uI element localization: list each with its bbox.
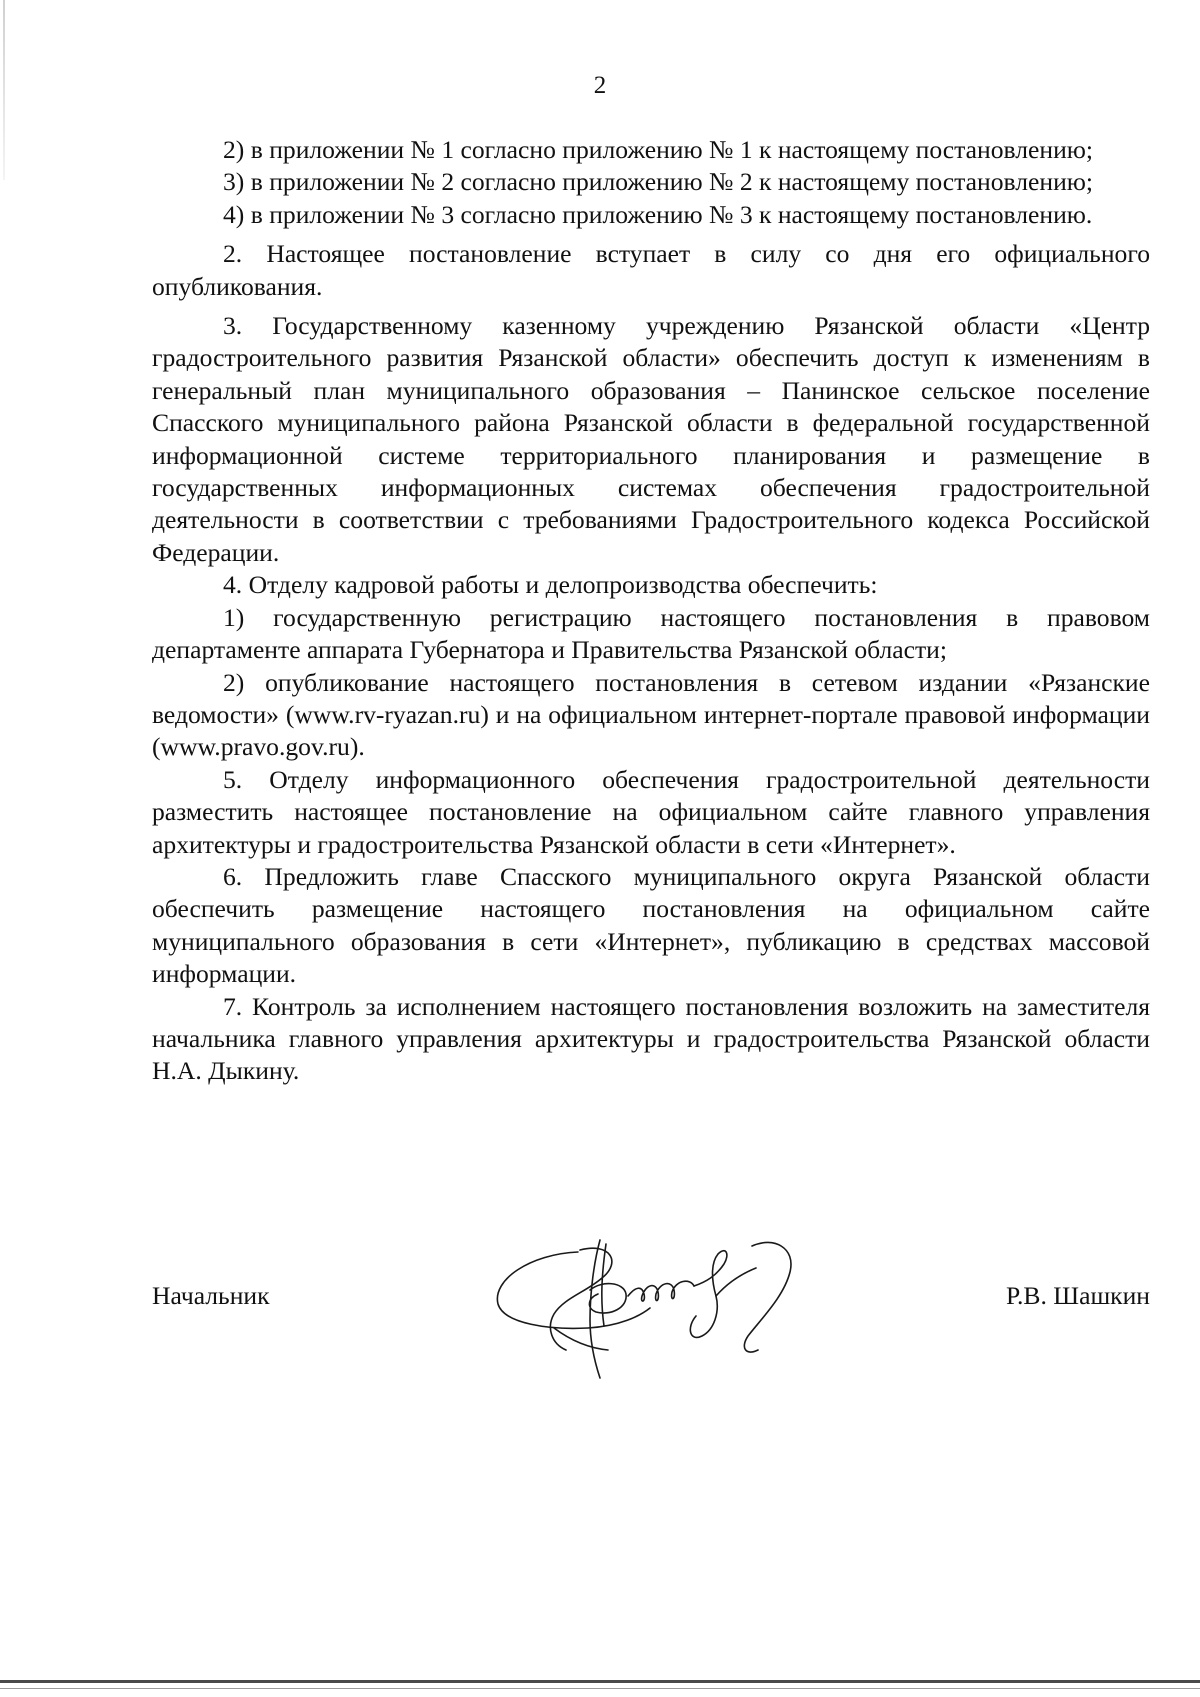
scan-bottom-edge xyxy=(0,1680,1200,1683)
signature-block xyxy=(152,1280,1150,1320)
paragraph-item-2: 2. Настоящее постановление вступает в силу со дня его официального опубликования. xyxy=(152,239,1150,301)
paragraph-item-5: 5. Отделу информационного обеспечения градостроительной деятельности разместить настоящее постановление на официальном сайте главного управления архитектуры и градостроительства Рязанской области в сети «Интернет». xyxy=(152,764,1150,859)
scan-bottom-edge-secondary xyxy=(0,1688,1200,1689)
paragraph-item-4: 4. Отделу кадровой работы и делопроизводства обеспечить: xyxy=(223,570,878,600)
signatory-title: Начальник xyxy=(152,1281,270,1310)
paragraph-item-3: 3. Государственному казенному учреждению Рязанской области «Центр градостроительного развития Рязанской области» обеспечить доступ к изменениям в генеральный план муниципального образования – Панинское сельское поселение Спасского муниципального района Рязанской области в федеральной государственной информационной системе территориального планирования и размещение в государственных информационных системах обеспечения градостроительной деятельности в соответствии с требованиями Градостроительного кодекса Российской Федерации. xyxy=(152,311,1150,567)
signatory-name: Р.В. Шашкин xyxy=(1005,1281,1150,1310)
paragraph-appendix-2: 3) в приложении № 2 согласно приложению № 2 к настоящему постановлению; xyxy=(223,167,1093,197)
paragraph-item-6: 6. Предложить главе Спасского муниципального округа Рязанской области обеспечить размещение настоящего постановления на официальном сайте муниципального образования в сети «Интернет», публикацию в средствах массовой информации. xyxy=(152,861,1150,989)
paragraph-appendix-1: 2) в приложении № 1 согласно приложению № 1 к настоящему постановлению; xyxy=(223,135,1093,164)
paragraph-item-7: 7. Контроль за исполнением настоящего постановления возложить на заместителя начальника главного управления архитектуры и градостроительства Рязанской области Н.А. Дыкину. xyxy=(152,991,1150,1086)
page-number: 2 xyxy=(593,72,607,99)
document-body xyxy=(152,134,1150,1088)
paragraph-item-4-1: 1) государственную регистрацию настоящего постановления в правовом департаменте аппарата Губернатора и Правительства Рязанской области; xyxy=(152,602,1150,665)
paragraph-item-4-2: 2) опубликование настоящего постановления в сетевом издании «Рязанские ведомости» (www.rv-ryazan.ru) и на официальном интернет-портале правовой информации (www.pravo.gov.ru). xyxy=(152,667,1150,762)
paragraph-appendix-3: 4) в приложении № 3 согласно приложению № 3 к настоящему постановлению. xyxy=(223,199,1093,229)
